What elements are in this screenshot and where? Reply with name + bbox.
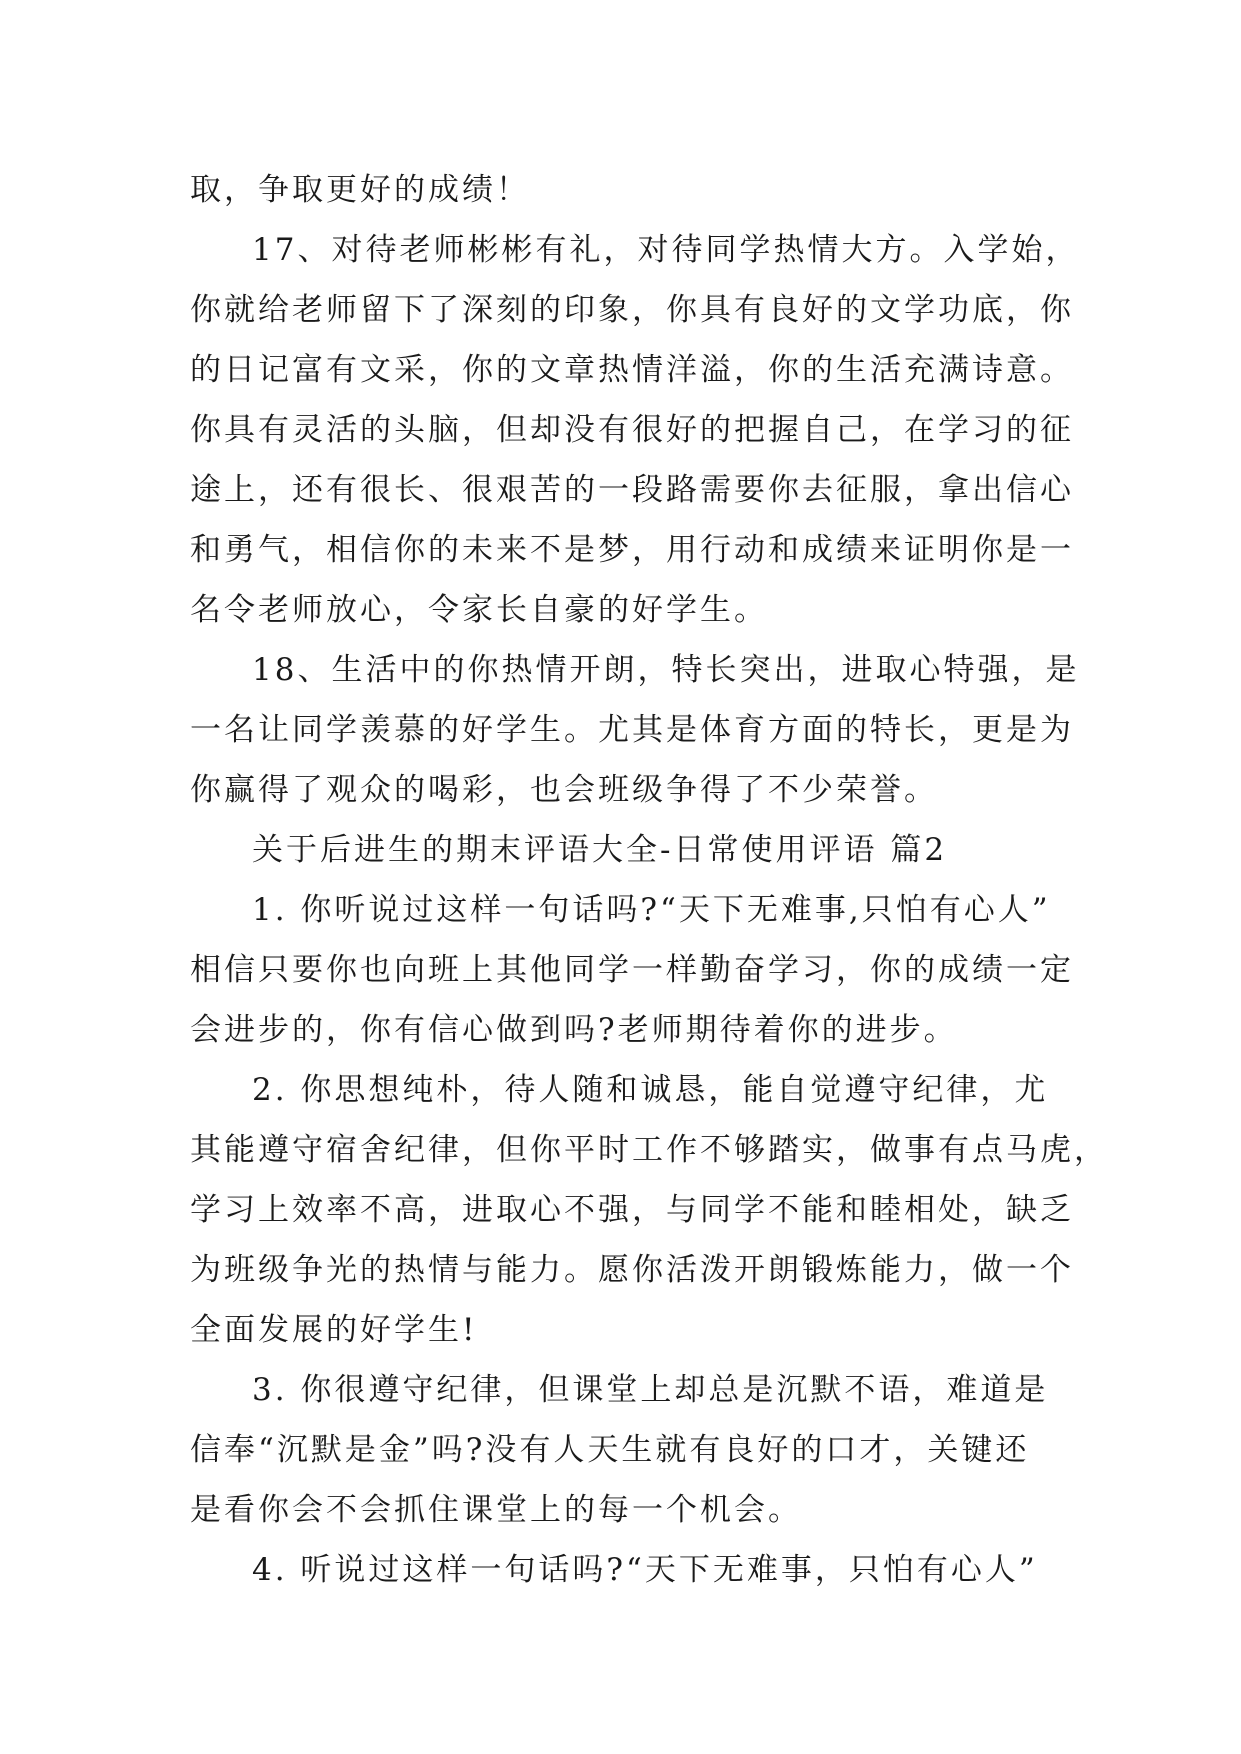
- text-line: 名令老师放心，令家长自豪的好学生。: [190, 592, 768, 628]
- text-line: 你就给老师留下了深刻的印象，你具有良好的文学功底，你: [190, 292, 1074, 328]
- text-line: 取，争取更好的成绩！: [190, 172, 530, 208]
- document-body: [190, 160, 1108, 1600]
- item-4-start: 4. 听说过这样一句话吗?“天下无难事，只怕有心人”: [252, 1552, 1038, 1588]
- text-line: 学习上效率不高，进取心不强，与同学不能和睦相处，缺乏: [190, 1192, 1074, 1228]
- paragraph-18-start: 18、生活中的你热情开朗，特长突出，进取心特强，是: [252, 652, 1080, 688]
- text-line: 是看你会不会抓住课堂上的每一个机会。: [190, 1492, 802, 1528]
- text-line: 一名让同学羡慕的好学生。尤其是体育方面的特长，更是为: [190, 712, 1074, 748]
- text-line: 途上，还有很长、很艰苦的一段路需要你去征服，拿出信心: [190, 472, 1074, 508]
- item-3-start: 3. 你很遵守纪律，但课堂上却总是沉默不语，难道是: [252, 1372, 1049, 1408]
- section-heading: 关于后进生的期末评语大全-日常使用评语 篇2: [252, 832, 948, 868]
- text-line: 相信只要你也向班上其他同学一样勤奋学习，你的成绩一定: [190, 952, 1074, 988]
- text-line: 全面发展的好学生!: [190, 1312, 478, 1348]
- text-line: 的日记富有文采，你的文章热情洋溢，你的生活充满诗意。: [190, 352, 1074, 388]
- text-line: 信奉“沉默是金”吗?没有人天生就有良好的口才，关键还: [190, 1432, 1030, 1468]
- text-line: 你赢得了观众的喝彩，也会班级争得了不少荣誉。: [190, 772, 938, 808]
- item-1-start: 1. 你听说过这样一句话吗?“天下无难事,只怕有心人”: [252, 892, 1051, 928]
- text-line: 为班级争光的热情与能力。愿你活泼开朗锻炼能力，做一个: [190, 1252, 1074, 1288]
- item-2-start: 2. 你思想纯朴，待人随和诚恳，能自觉遵守纪律，尤: [252, 1072, 1049, 1108]
- text-line: 和勇气，相信你的未来不是梦，用行动和成绩来证明你是一: [190, 532, 1074, 568]
- text-line: 你具有灵活的头脑，但却没有很好的把握自己，在学习的征: [190, 412, 1074, 448]
- text-line: 会进步的，你有信心做到吗?老师期待着你的进步。: [190, 1012, 958, 1048]
- paragraph-17-start: 17、对待老师彬彬有礼，对待同学热情大方。入学始，: [252, 232, 1080, 268]
- text-line: 其能遵守宿舍纪律，但你平时工作不够踏实，做事有点马虎，: [190, 1132, 1108, 1168]
